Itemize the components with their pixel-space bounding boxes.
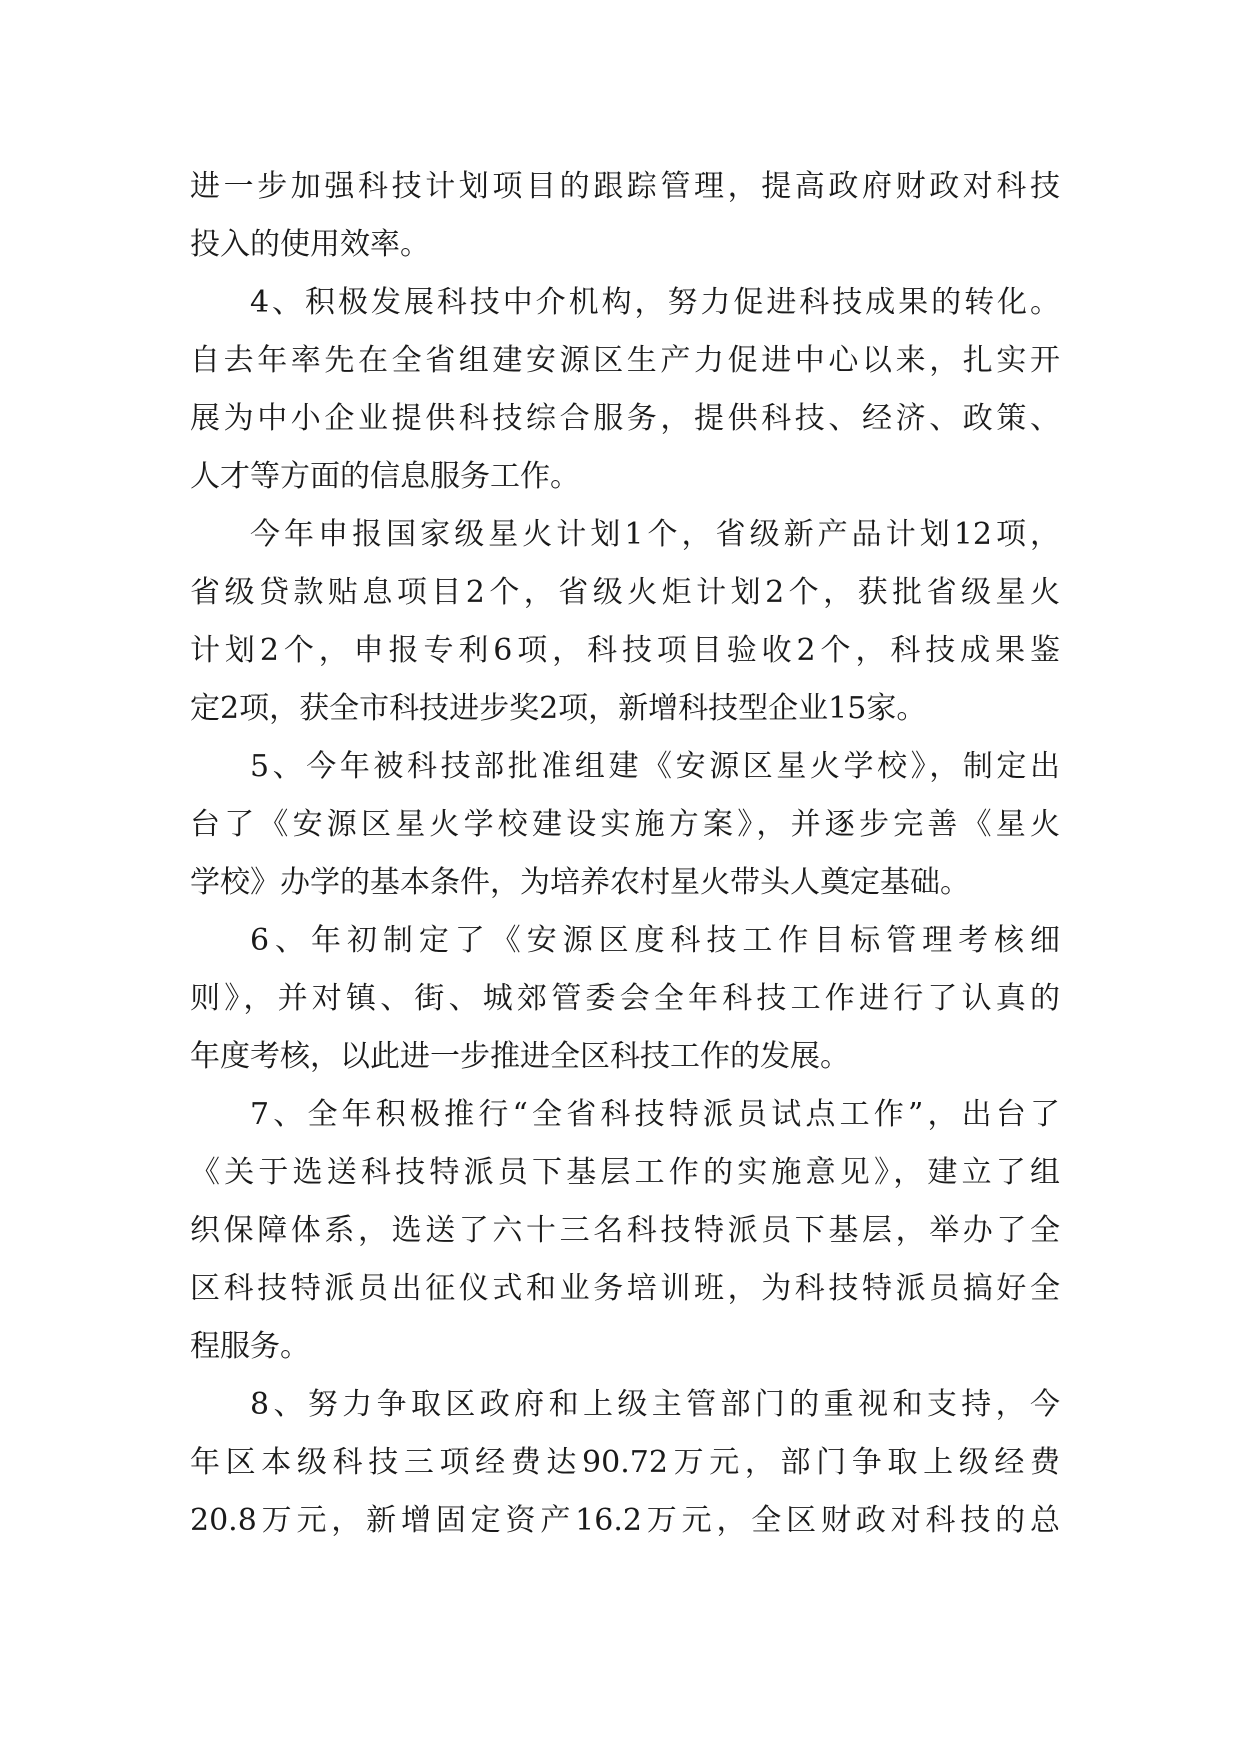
text-line: 织保障体系，选送了六十三名科技特派员下基层，举办了全 <box>190 1213 1060 1248</box>
text-line: 台了《安源区星火学校建设实施方案》，并逐步完善《星火 <box>190 807 1060 842</box>
text-line: 5、今年被科技部批准组建《安源区星火学校》，制定出 <box>250 749 1060 784</box>
text-line: 程服务。 <box>190 1329 310 1364</box>
body-text <box>190 158 1060 1550</box>
text-line: 年度考核，以此进一步推进全区科技工作的发展。 <box>190 1039 850 1074</box>
text-line: 8、努力争取区政府和上级主管部门的重视和支持，今 <box>250 1387 1060 1422</box>
text-line: 进一步加强科技计划项目的跟踪管理，提高政府财政对科技 <box>190 169 1060 204</box>
text-line: 7、全年积极推行“全省科技特派员试点工作”，出台了 <box>250 1097 1060 1132</box>
text-line: 省级贷款贴息项目2个，省级火炬计划2个，获批省级星火 <box>190 575 1060 610</box>
text-line: 《关于选送科技特派员下基层工作的实施意见》，建立了组 <box>190 1155 1060 1190</box>
text-line: 计划2个，申报专利6项，科技项目验收2个，科技成果鉴 <box>190 633 1060 668</box>
text-line: 自去年率先在全省组建安源区生产力促进中心以来，扎实开 <box>190 343 1060 378</box>
text-line: 6、年初制定了《安源区度科技工作目标管理考核细 <box>250 923 1060 958</box>
text-line: 则》，并对镇、街、城郊管委会全年科技工作进行了认真的 <box>190 981 1060 1016</box>
text-line: 人才等方面的信息服务工作。 <box>190 459 580 494</box>
text-line: 今年申报国家级星火计划1个，省级新产品计划12项， <box>250 517 1060 552</box>
text-line: 4、积极发展科技中介机构，努力促进科技成果的转化。 <box>250 285 1060 320</box>
text-line: 投入的使用效率。 <box>190 227 430 262</box>
text-line: 展为中小企业提供科技综合服务，提供科技、经济、政策、 <box>190 401 1060 436</box>
text-line: 20.8万元，新增固定资产16.2万元，全区财政对科技的总 <box>190 1503 1060 1538</box>
text-line: 学校》办学的基本条件，为培养农村星火带头人奠定基础。 <box>190 865 970 900</box>
text-line: 定2项，获全市科技进步奖2项，新增科技型企业15家。 <box>190 691 927 726</box>
text-line: 年区本级科技三项经费达90.72万元，部门争取上级经费 <box>190 1445 1060 1480</box>
text-line: 区科技特派员出征仪式和业务培训班，为科技特派员搞好全 <box>190 1271 1060 1306</box>
